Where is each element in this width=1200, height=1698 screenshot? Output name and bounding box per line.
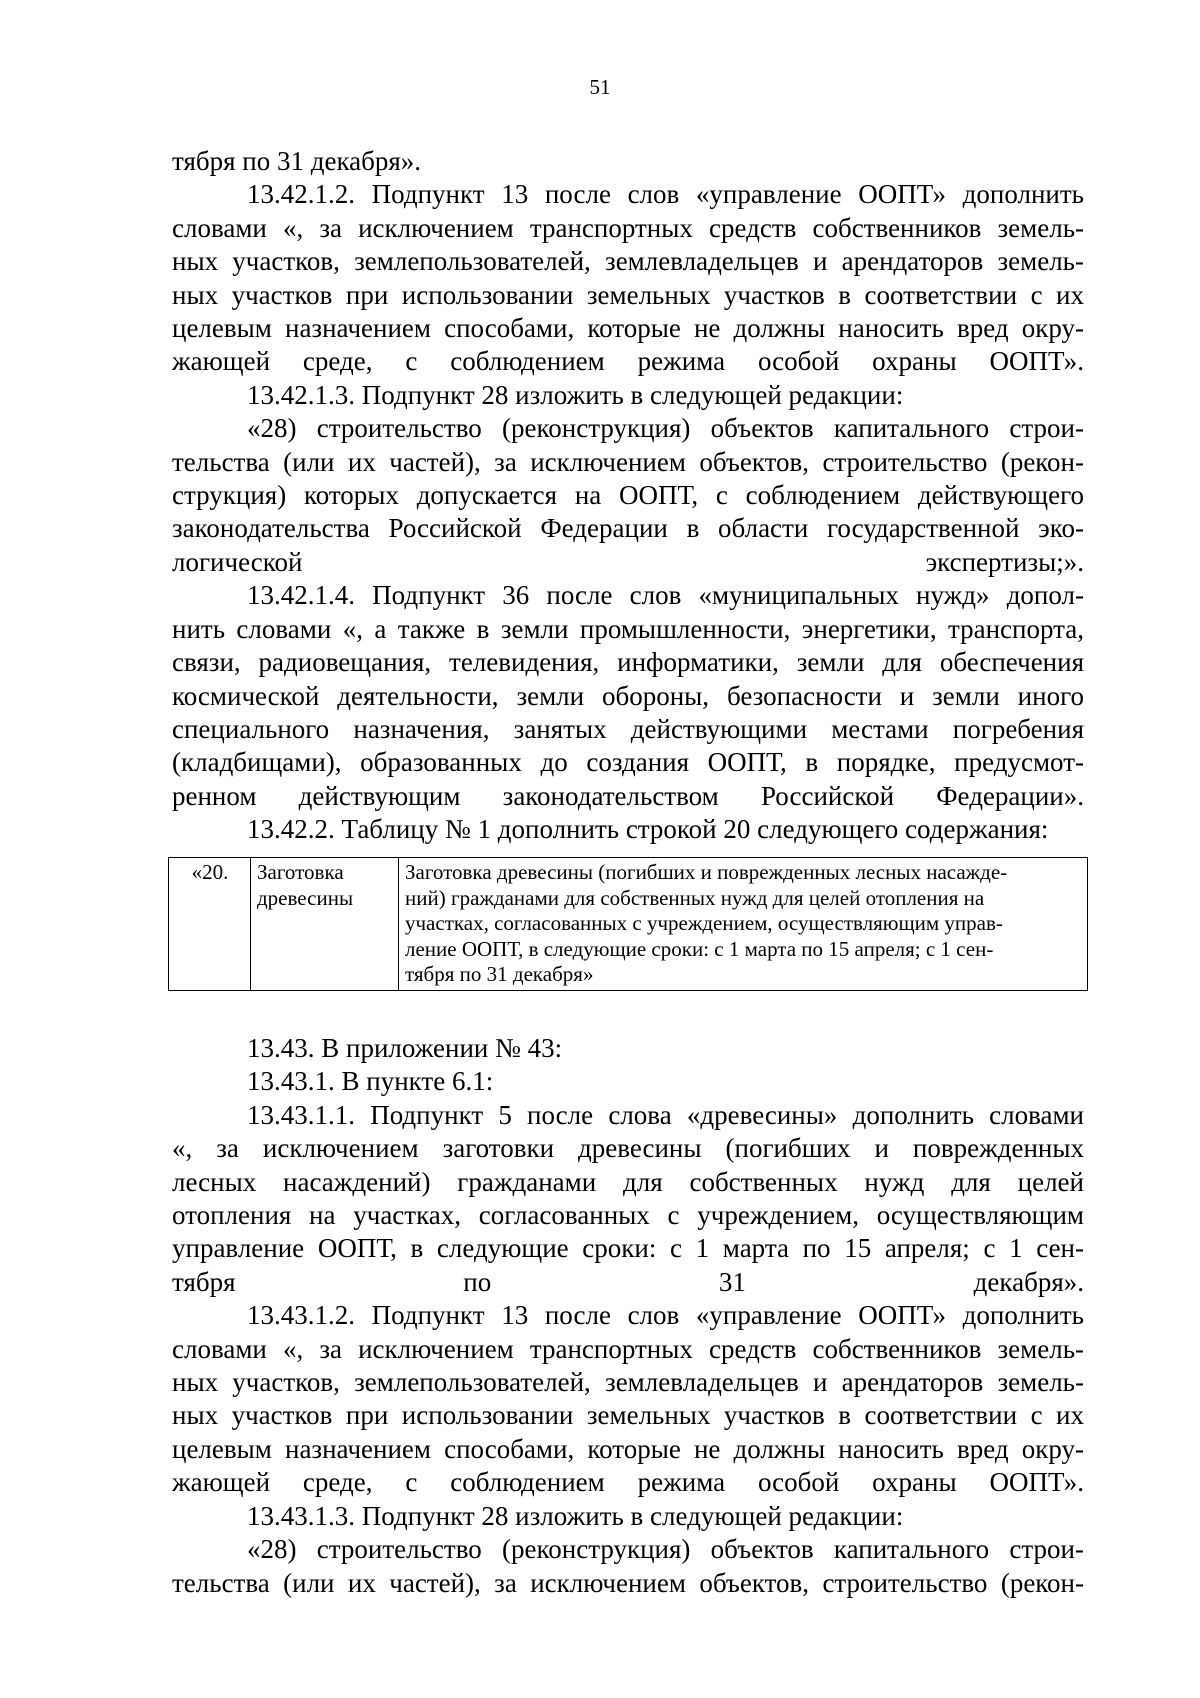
cell-line: тября по 31 декабря» xyxy=(405,962,594,986)
text-line: ренном действующим законодательством Российской Федерации». xyxy=(172,780,1084,811)
text-line: 13.43.1.2. Подпункт 13 после слов «управление ООПТ» дополнить xyxy=(247,1300,1084,1331)
table-row xyxy=(169,858,1088,991)
text-line: логической экспертизы;». xyxy=(172,546,1084,577)
paragraph-13-42-2 xyxy=(172,813,1084,846)
text-line: специального назначения, занятых действующими местами погребения xyxy=(172,713,1084,744)
cell-line: ний) гражданами для собственных нужд для целей отопления на xyxy=(405,885,985,910)
paragraph-quote-28 xyxy=(172,1533,1084,1600)
paragraph-13-43-1-3 xyxy=(172,1500,1084,1533)
text-line: 13.43. В приложении № 43: xyxy=(247,1033,563,1063)
paragraph-13-43-1 xyxy=(172,1065,1084,1098)
cell-line: Заготовка древесины (погибших и поврежденных лесных насажде- xyxy=(405,860,1008,884)
text-line: 13.43.1.1. Подпункт 5 после слова «древесины» дополнить словами xyxy=(247,1099,1084,1130)
cell-line: ление ООПТ, в следующие сроки: с 1 марта по 15 апреля; с 1 сен- xyxy=(405,936,994,961)
paragraph-continuation xyxy=(172,145,1084,178)
paragraph-13-43-1-2 xyxy=(172,1299,1084,1499)
text-line: отопления на участках, согласованных с учреждением, осуществляющим xyxy=(172,1200,1084,1231)
paragraph-13-42-1-2 xyxy=(172,178,1084,378)
text-line: целевым назначением способами, которые не должны наносить вред окру- xyxy=(172,1433,1084,1464)
paragraph-13-42-1-3 xyxy=(172,379,1084,412)
text-line: «28) строительство (реконструкция) объектов капитального строи- xyxy=(247,1534,1084,1565)
text-line: ных участков, землепользователей, землевладельцев и арендаторов земель- xyxy=(172,246,1084,277)
text-line: ных участков, землепользователей, землевладельцев и арендаторов земель- xyxy=(172,1367,1084,1398)
paragraph-quote-28 xyxy=(172,412,1084,579)
text-line: законодательства Российской Федерации в области государственной эко- xyxy=(172,513,1084,544)
text-line: «28) строительство (реконструкция) объектов капитального строи- xyxy=(247,413,1084,444)
text-line: словами «, за исключением транспортных средств собственников земель- xyxy=(172,1333,1084,1364)
paragraph-13-42-1-4 xyxy=(172,579,1084,813)
text-line: (кладбищами), образованных до создания ООПТ, в порядке, предусмот- xyxy=(172,747,1084,778)
cell-line: древесины xyxy=(257,885,354,910)
activity-name-cell xyxy=(251,858,399,991)
text-line: 13.43.1.3. Подпункт 28 изложить в следующей редакции: xyxy=(247,1500,904,1531)
text-line: жающей среде, с соблюдением режима особой охраны ООПТ». xyxy=(172,1467,1084,1498)
text-line: 13.42.2. Таблицу № 1 дополнить строкой 20 следующего содержания: xyxy=(247,814,1049,845)
cell-line: участках, согласованных с учреждением, осуществляющим управ- xyxy=(405,911,1003,935)
text-block-section-13-43 xyxy=(172,1032,1084,1600)
row-number: «20. xyxy=(191,860,229,884)
text-line: тельства (или их частей), за исключением объектов, строительство (рекон- xyxy=(172,446,1084,477)
text-line: «, за исключением заготовки древесины (погибших и поврежденных xyxy=(172,1133,1084,1164)
text-line: лесных насаждений) гражданами для собственных нужд для целей xyxy=(172,1166,1084,1197)
text-line: словами «, за исключением транспортных средств собственников земель- xyxy=(172,212,1084,243)
text-block-section-13-42 xyxy=(172,145,1084,847)
amendment-table xyxy=(168,857,1088,991)
page-number: 51 xyxy=(589,75,611,99)
text-line: тября по 31 декабря». xyxy=(172,146,422,176)
text-line: ных участков при использовании земельных участков в соответствии с их xyxy=(172,1400,1084,1431)
text-line: 13.42.1.3. Подпункт 28 изложить в следующей редакции: xyxy=(247,379,904,410)
text-line: управление ООПТ, в следующие сроки: с 1 марта по 15 апреля; с 1 сен- xyxy=(172,1233,1084,1264)
text-line: тельства (или их частей), за исключением объектов, строительство (рекон- xyxy=(172,1567,1084,1598)
text-line: целевым назначением способами, которые не должны наносить вред окру- xyxy=(172,313,1084,344)
paragraph-13-43-1-1 xyxy=(172,1099,1084,1299)
cell-line: Заготовка xyxy=(257,860,344,884)
text-line: жающей среде, с соблюдением режима особой охраны ООПТ». xyxy=(172,346,1084,377)
text-line: 13.42.1.4. Подпункт 36 после слов «муниципальных нужд» допол- xyxy=(247,580,1084,611)
text-line: связи, радиовещания, телевидения, информатики, земли для обеспечения xyxy=(172,647,1084,678)
text-line: струкция) которых допускается на ООПТ, с соблюдением действующего xyxy=(172,480,1084,511)
text-line: тября по 31 декабря». xyxy=(172,1266,1084,1297)
text-line: 13.43.1. В пункте 6.1: xyxy=(247,1066,494,1097)
text-line: космической деятельности, земли обороны, безопасности и земли иного xyxy=(172,680,1084,711)
text-line: 13.42.1.2. Подпункт 13 после слов «управление ООПТ» дополнить xyxy=(247,179,1084,210)
activity-description-cell xyxy=(399,858,1088,991)
text-line: ных участков при использовании земельных участков в соответствии с их xyxy=(172,279,1084,310)
text-line: нить словами «, а также в земли промышленности, энергетики, транспорта, xyxy=(172,613,1084,644)
row-number-cell xyxy=(169,858,251,991)
paragraph-13-43 xyxy=(172,1032,1084,1065)
